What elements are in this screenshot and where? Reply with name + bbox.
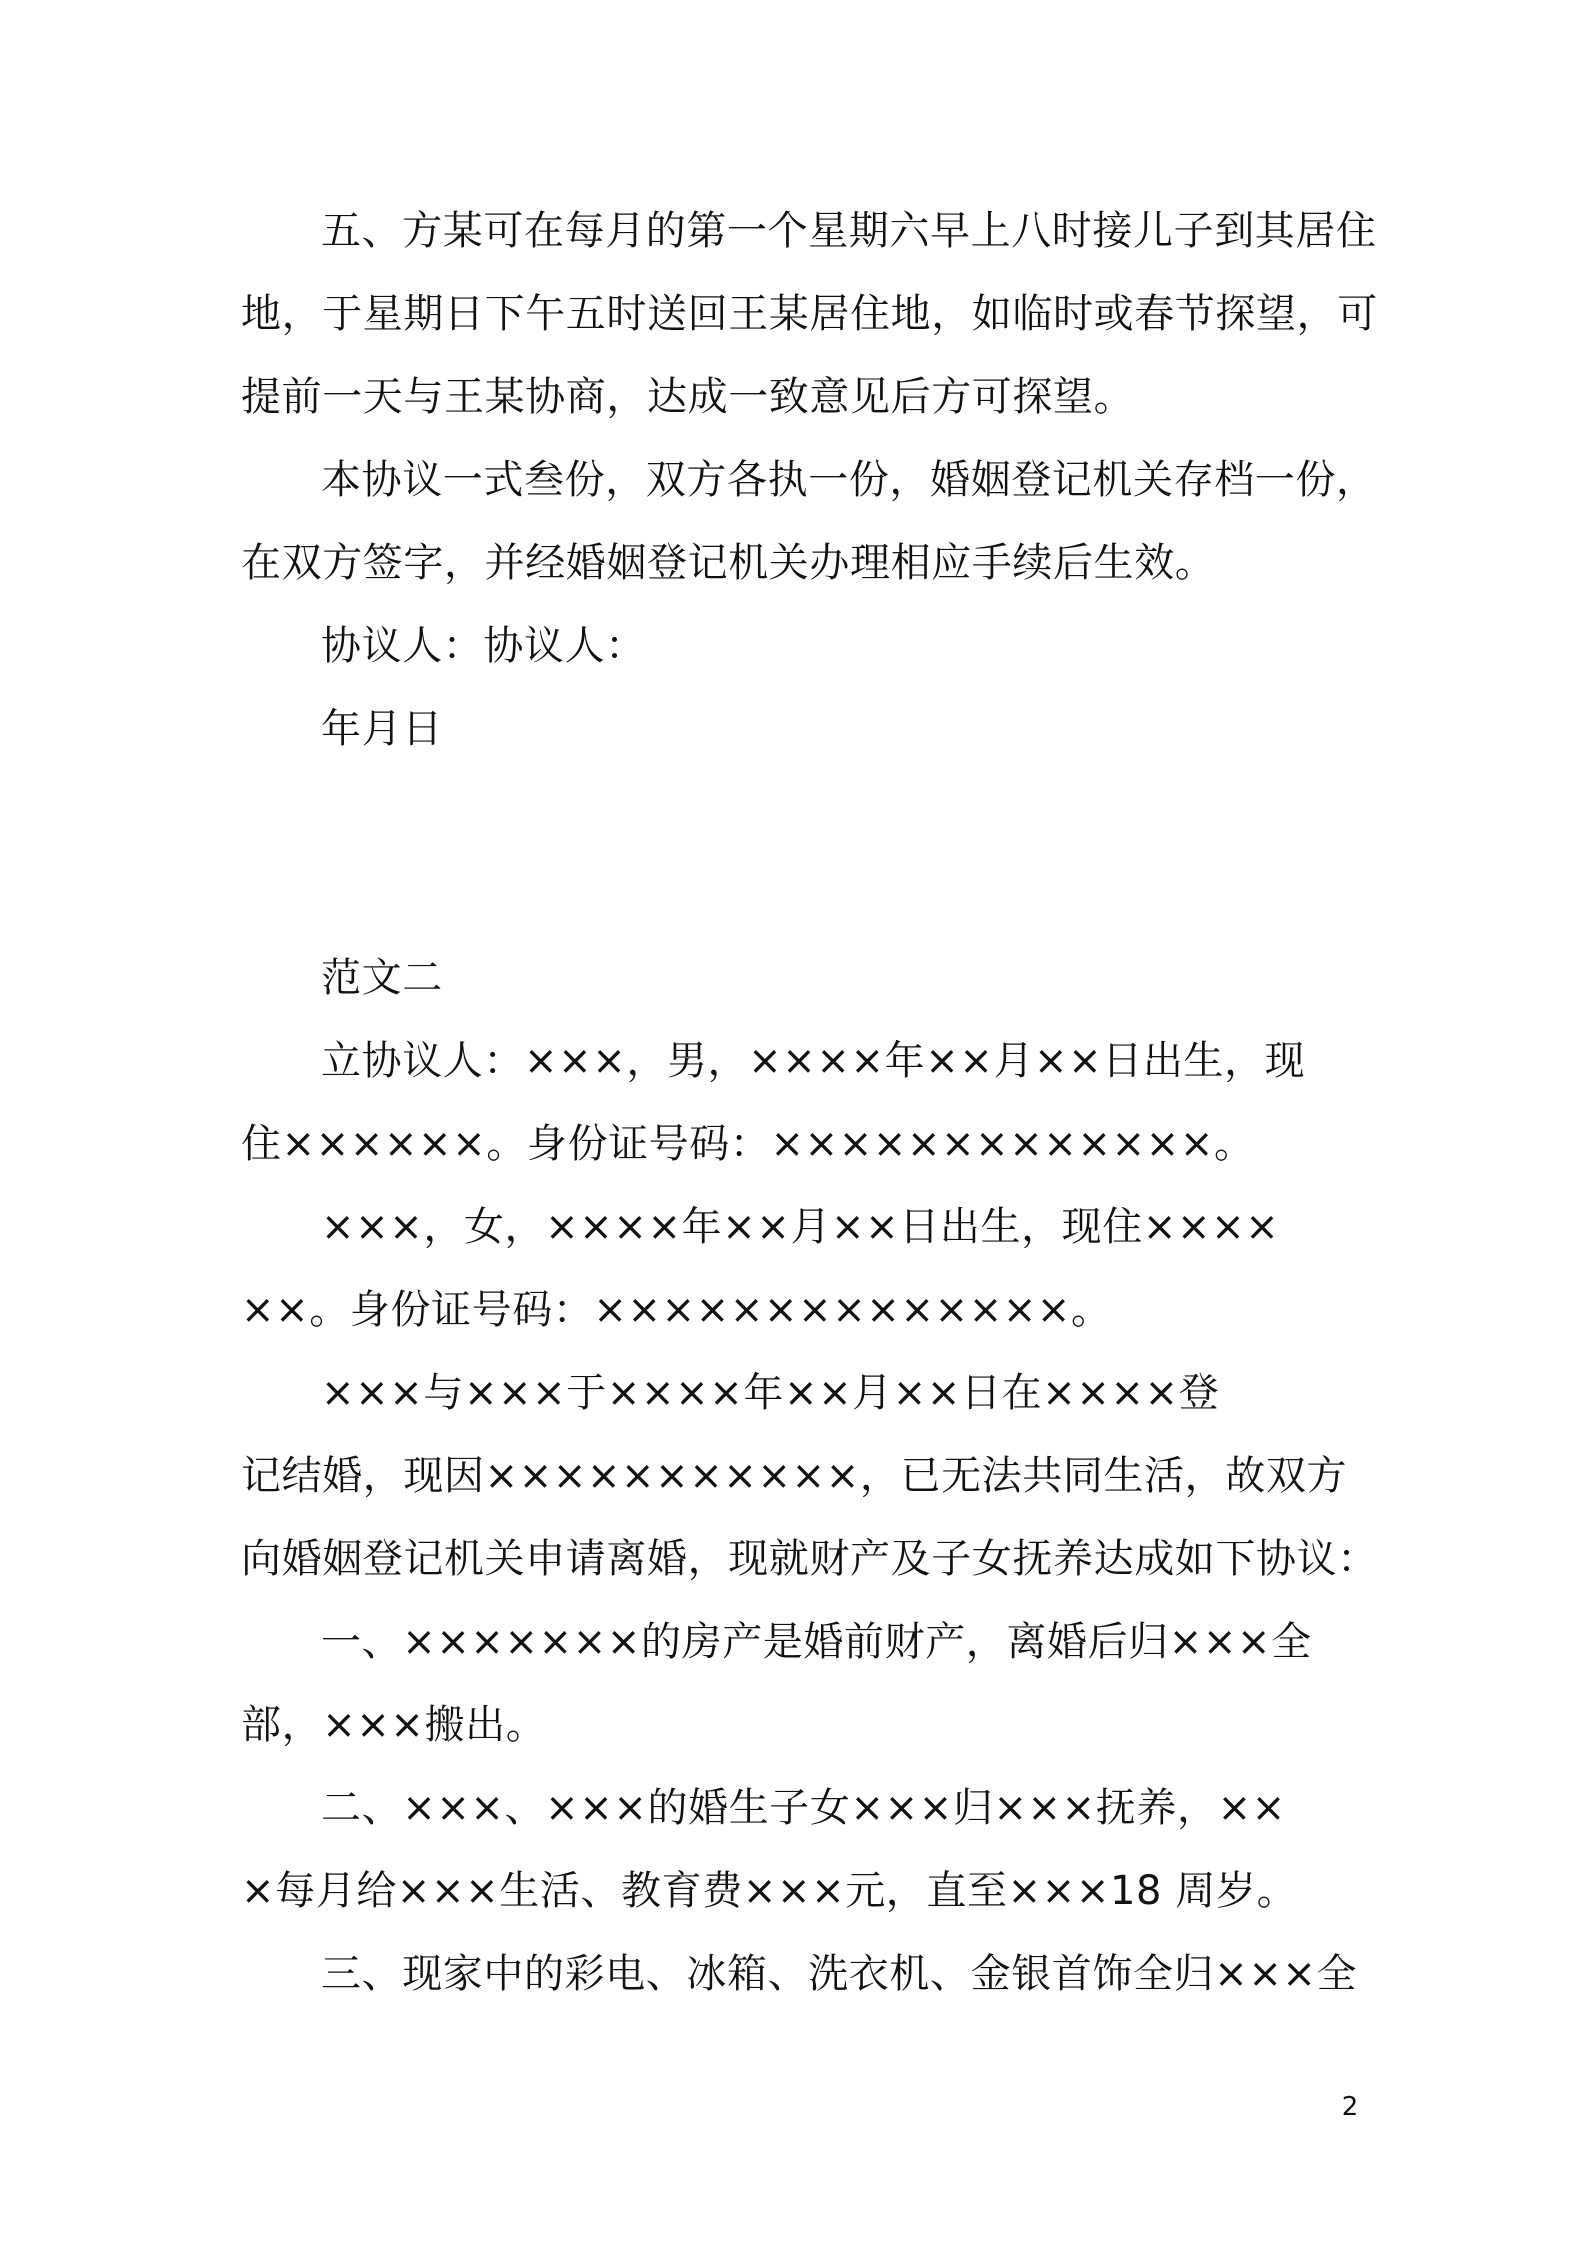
document-body	[241, 190, 1378, 2016]
text-line: ×每月给×××生活、教育费×××元，直至×××18 周岁。	[241, 1868, 1298, 1914]
section-gap	[241, 771, 1361, 937]
text-line: 地，于星期日下午五时送回王某居住地，如临时或春节探望，可	[241, 291, 1378, 337]
party-1-paragraph	[241, 1020, 1361, 1186]
page-number: 2	[1341, 2092, 1359, 2122]
clause-5-paragraph	[241, 190, 1378, 439]
text-line: ×××与×××于××××年××月××日在××××登	[321, 1370, 1220, 1416]
party-2-paragraph	[241, 1186, 1361, 1352]
text-line: 住××××××。身份证号码：×××××××××××××。	[241, 1121, 1255, 1167]
text-line: 提前一天与王某协商，达成一致意见后方可探望。	[241, 374, 1135, 420]
text-line: 部，×××搬出。	[241, 1702, 547, 1748]
text-line: 本协议一式叁份，双方各执一份，婚姻登记机关存档一份，	[321, 457, 1377, 503]
clause-2-paragraph	[241, 1767, 1361, 1933]
clause-3-paragraph	[241, 1933, 1361, 2016]
text-line: 三、现家中的彩电、冰箱、洗衣机、金银首饰全归×××全	[321, 1951, 1358, 1997]
text-line: 立协议人：×××，男，××××年××月××日出生，现	[321, 1038, 1306, 1084]
text-line: 在双方签字，并经婚姻登记机关办理相应手续后生效。	[241, 540, 1216, 586]
clause-1-paragraph	[241, 1601, 1361, 1767]
section-title: 范文二	[321, 955, 443, 1001]
text-line: 向婚姻登记机关申请离婚，现就财产及子女抚养达成如下协议：	[241, 1536, 1378, 1582]
text-line: ×××，女，××××年××月××日出生，现住××××	[321, 1204, 1280, 1250]
text-line: ××。身份证号码：××××××××××××××。	[241, 1287, 1112, 1333]
date-line: 年月日	[321, 706, 443, 752]
text-line: 一、×××××××的房产是婚前财产，离婚后归×××全	[321, 1619, 1312, 1665]
text-line: 记结婚，现因×××××××××××，已无法共同生活，故双方	[241, 1453, 1348, 1499]
signature-line: 协议人：协议人：	[321, 623, 646, 669]
copies-paragraph	[241, 439, 1377, 605]
background-paragraph	[241, 1352, 1378, 1601]
text-line: 二、×××、×××的婚生子女×××归×××抚养，××	[321, 1785, 1286, 1831]
text-line: 五、方某可在每月的第一个星期六早上八时接儿子到其居住	[321, 208, 1377, 254]
